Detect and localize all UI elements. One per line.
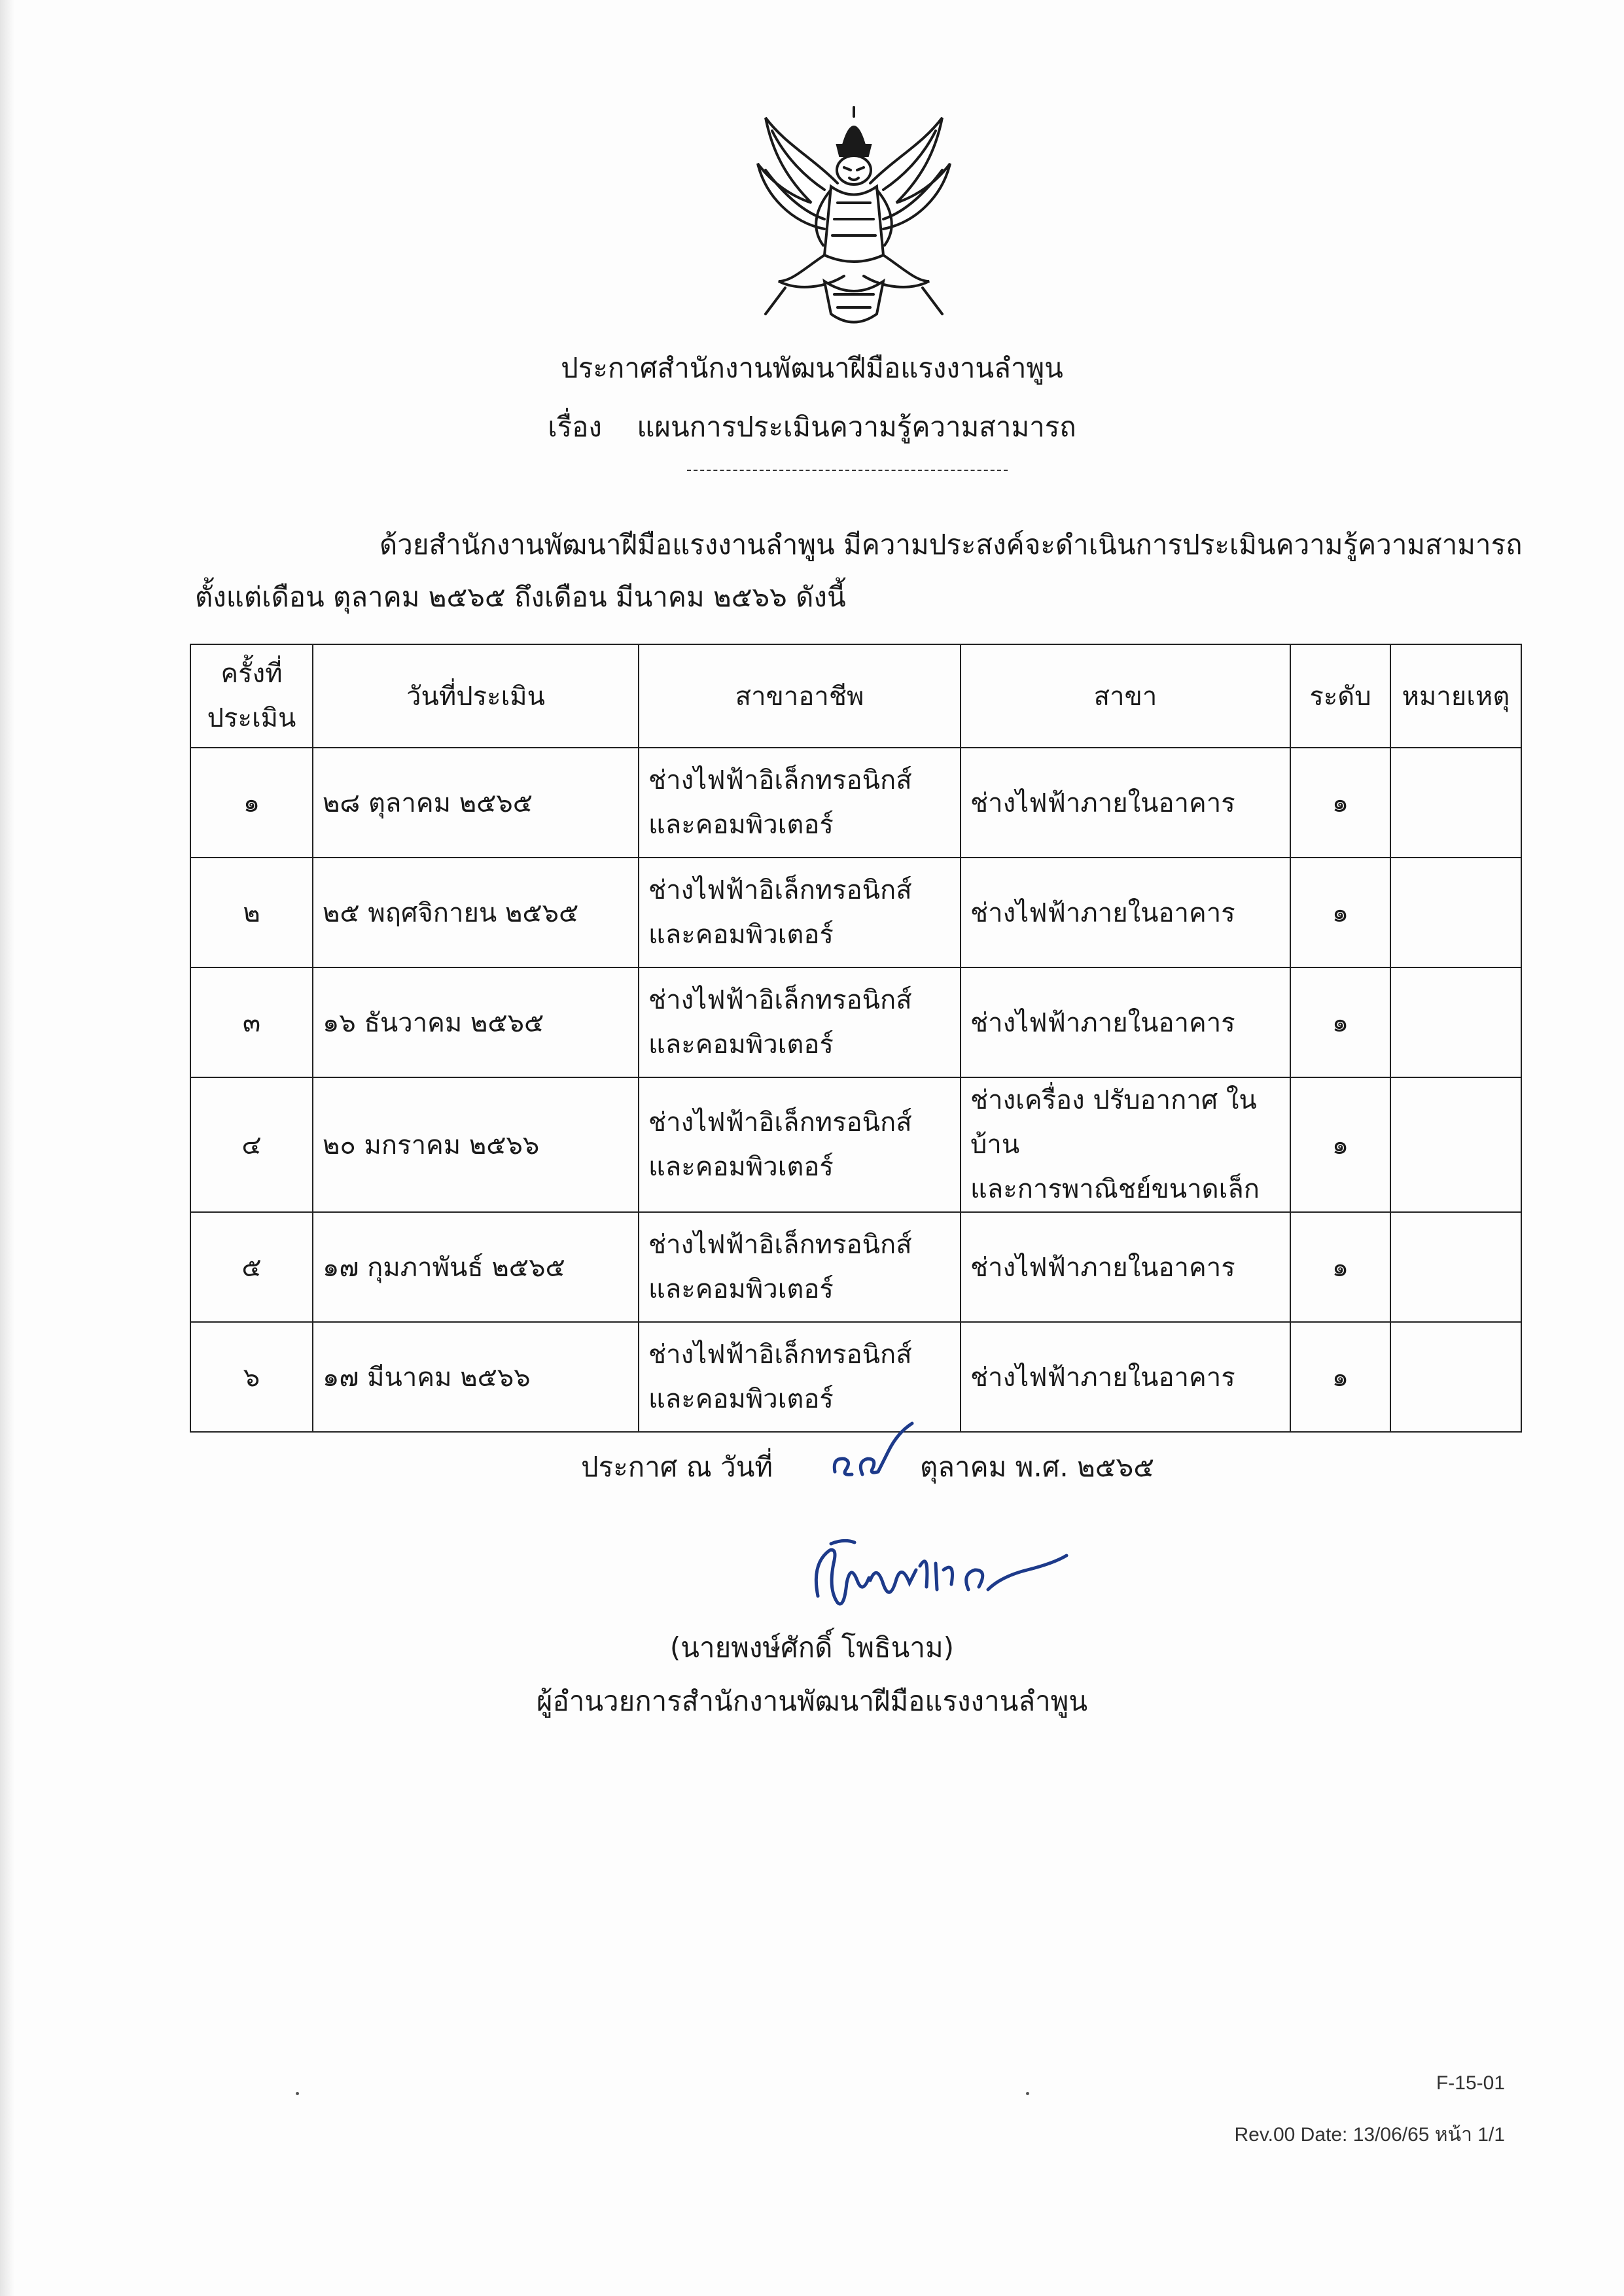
body-line-1: ด้วยสำนักงานพัฒนาฝีมือแรงงานลำพูน มีความประสงค์จะดำเนินการประเมินความรู้ความสามารถ xyxy=(380,529,1523,561)
table-row xyxy=(190,748,1521,858)
occupation-line-2: และคอมพิวเตอร์ xyxy=(648,1384,834,1414)
form-code: F-15-01 xyxy=(1436,2072,1505,2094)
cell-remark xyxy=(1390,967,1521,1077)
cell-occupation xyxy=(639,748,961,858)
cell-branch: ช่างไฟฟ้าภายในอาคาร xyxy=(961,858,1290,967)
occupation-line-2: และคอมพิวเตอร์ xyxy=(648,920,834,950)
assessment-schedule-table xyxy=(190,644,1522,1433)
subject-label: เรื่อง xyxy=(548,411,602,443)
revision-info: Rev.00 Date: 13/06/65 หน้า 1/1 xyxy=(1234,2124,1505,2146)
occupation-line-1: ช่างไฟฟ้าอิเล็กทรอนิกส์ xyxy=(648,1230,912,1260)
signatory-position: ผู้อำนวยการสำนักงานพัฒนาฝีมือแรงงานลำพูน xyxy=(536,1685,1088,1717)
subject-text: แผนการประเมินความรู้ความสามารถ xyxy=(637,411,1076,443)
cell-date: ๒๕ พฤศจิกายน ๒๕๖๕ xyxy=(313,858,639,967)
cell-date: ๑๗ กุมภาพันธ์ ๒๕๖๕ xyxy=(313,1212,639,1322)
occupation-line-1: ช่างไฟฟ้าอิเล็กทรอนิกส์ xyxy=(648,875,912,905)
scan-edge-shadow xyxy=(0,0,14,2296)
cell-remark xyxy=(1390,1077,1521,1212)
cell-level: ๑ xyxy=(1290,967,1390,1077)
table-row xyxy=(190,1212,1521,1322)
cell-date: ๒๘ ตุลาคม ๒๕๖๕ xyxy=(313,748,639,858)
header-date: วันที่ประเมิน xyxy=(313,644,639,748)
cell-date: ๒๐ มกราคม ๒๕๖๖ xyxy=(313,1077,639,1212)
signature xyxy=(792,1524,1073,1622)
header-level: ระดับ xyxy=(1290,644,1390,748)
header-occupation: สาขาอาชีพ xyxy=(639,644,961,748)
cell-occupation xyxy=(639,858,961,967)
cell-remark xyxy=(1390,858,1521,967)
header-round xyxy=(190,644,313,748)
header-round-line-2: ประเมิน xyxy=(207,703,296,733)
document-title: ประกาศสำนักงานพัฒนาฝีมือแรงงานลำพูน xyxy=(561,352,1063,384)
occupation-line-2: และคอมพิวเตอร์ xyxy=(648,810,834,840)
header-round-line-1: ครั้งที่ xyxy=(221,659,283,689)
occupation-line-2: และคอมพิวเตอร์ xyxy=(648,1030,834,1060)
cell-level: ๑ xyxy=(1290,1212,1390,1322)
cell-level: ๑ xyxy=(1290,858,1390,967)
cell-round: ๒ xyxy=(190,858,313,967)
announcement-month-year: ตุลาคม พ.ศ. ๒๕๖๕ xyxy=(920,1451,1155,1483)
cell-branch: ช่างไฟฟ้าภายในอาคาร xyxy=(961,1212,1290,1322)
cell-round: ๖ xyxy=(190,1322,313,1432)
garuda-emblem-icon xyxy=(746,105,962,347)
cell-level: ๑ xyxy=(1290,1077,1390,1212)
cell-branch: ช่างไฟฟ้าภายในอาคาร xyxy=(961,967,1290,1077)
cell-date: ๑๖ ธันวาคม ๒๕๖๕ xyxy=(313,967,639,1077)
table-header-row xyxy=(190,644,1521,748)
cell-occupation xyxy=(639,1322,961,1432)
cell-round: ๔ xyxy=(190,1077,313,1212)
table-row xyxy=(190,858,1521,967)
occupation-line-2: และคอมพิวเตอร์ xyxy=(648,1152,834,1182)
branch-line-1: ช่างเครื่อง ปรับอากาศ ในบ้าน xyxy=(970,1085,1257,1160)
cell-remark xyxy=(1390,1322,1521,1432)
cell-level: ๑ xyxy=(1290,748,1390,858)
table-row xyxy=(190,967,1521,1077)
scan-speck xyxy=(1026,2092,1029,2095)
cell-occupation xyxy=(639,1077,961,1212)
occupation-line-1: ช่างไฟฟ้าอิเล็กทรอนิกส์ xyxy=(648,765,912,795)
body-line-2: ตั้งแต่เดือน ตุลาคม ๒๕๖๕ ถึงเดือน มีนาคม ๒๕๖๖ ดังนี้ xyxy=(195,581,846,613)
announcement-prefix: ประกาศ ณ วันที่ xyxy=(581,1451,773,1483)
title-divider xyxy=(687,470,1008,471)
occupation-line-1: ช่างไฟฟ้าอิเล็กทรอนิกส์ xyxy=(648,985,912,1015)
cell-branch xyxy=(961,1077,1290,1212)
table-row xyxy=(190,1077,1521,1212)
scan-speck xyxy=(296,2092,299,2095)
table-row xyxy=(190,1322,1521,1432)
cell-branch: ช่างไฟฟ้าภายในอาคาร xyxy=(961,1322,1290,1432)
handwritten-day xyxy=(826,1418,917,1490)
cell-round: ๑ xyxy=(190,748,313,858)
cell-remark xyxy=(1390,1212,1521,1322)
cell-date: ๑๗ มีนาคม ๒๕๖๖ xyxy=(313,1322,639,1432)
occupation-line-2: และคอมพิวเตอร์ xyxy=(648,1274,834,1304)
cell-level: ๑ xyxy=(1290,1322,1390,1432)
cell-round: ๕ xyxy=(190,1212,313,1322)
document-subject xyxy=(0,406,1624,449)
branch-line-2: และการพาณิชย์ขนาดเล็ก xyxy=(970,1174,1260,1204)
cell-remark xyxy=(1390,748,1521,858)
cell-round: ๓ xyxy=(190,967,313,1077)
cell-occupation xyxy=(639,967,961,1077)
header-branch: สาขา xyxy=(961,644,1290,748)
cell-branch: ช่างไฟฟ้าภายในอาคาร xyxy=(961,748,1290,858)
cell-occupation xyxy=(639,1212,961,1322)
header-remark: หมายเหตุ xyxy=(1390,644,1521,748)
occupation-line-1: ช่างไฟฟ้าอิเล็กทรอนิกส์ xyxy=(648,1340,912,1370)
occupation-line-1: ช่างไฟฟ้าอิเล็กทรอนิกส์ xyxy=(648,1107,912,1138)
signatory-name: (นายพงษ์ศักดิ์ โพธินาม) xyxy=(669,1631,955,1663)
